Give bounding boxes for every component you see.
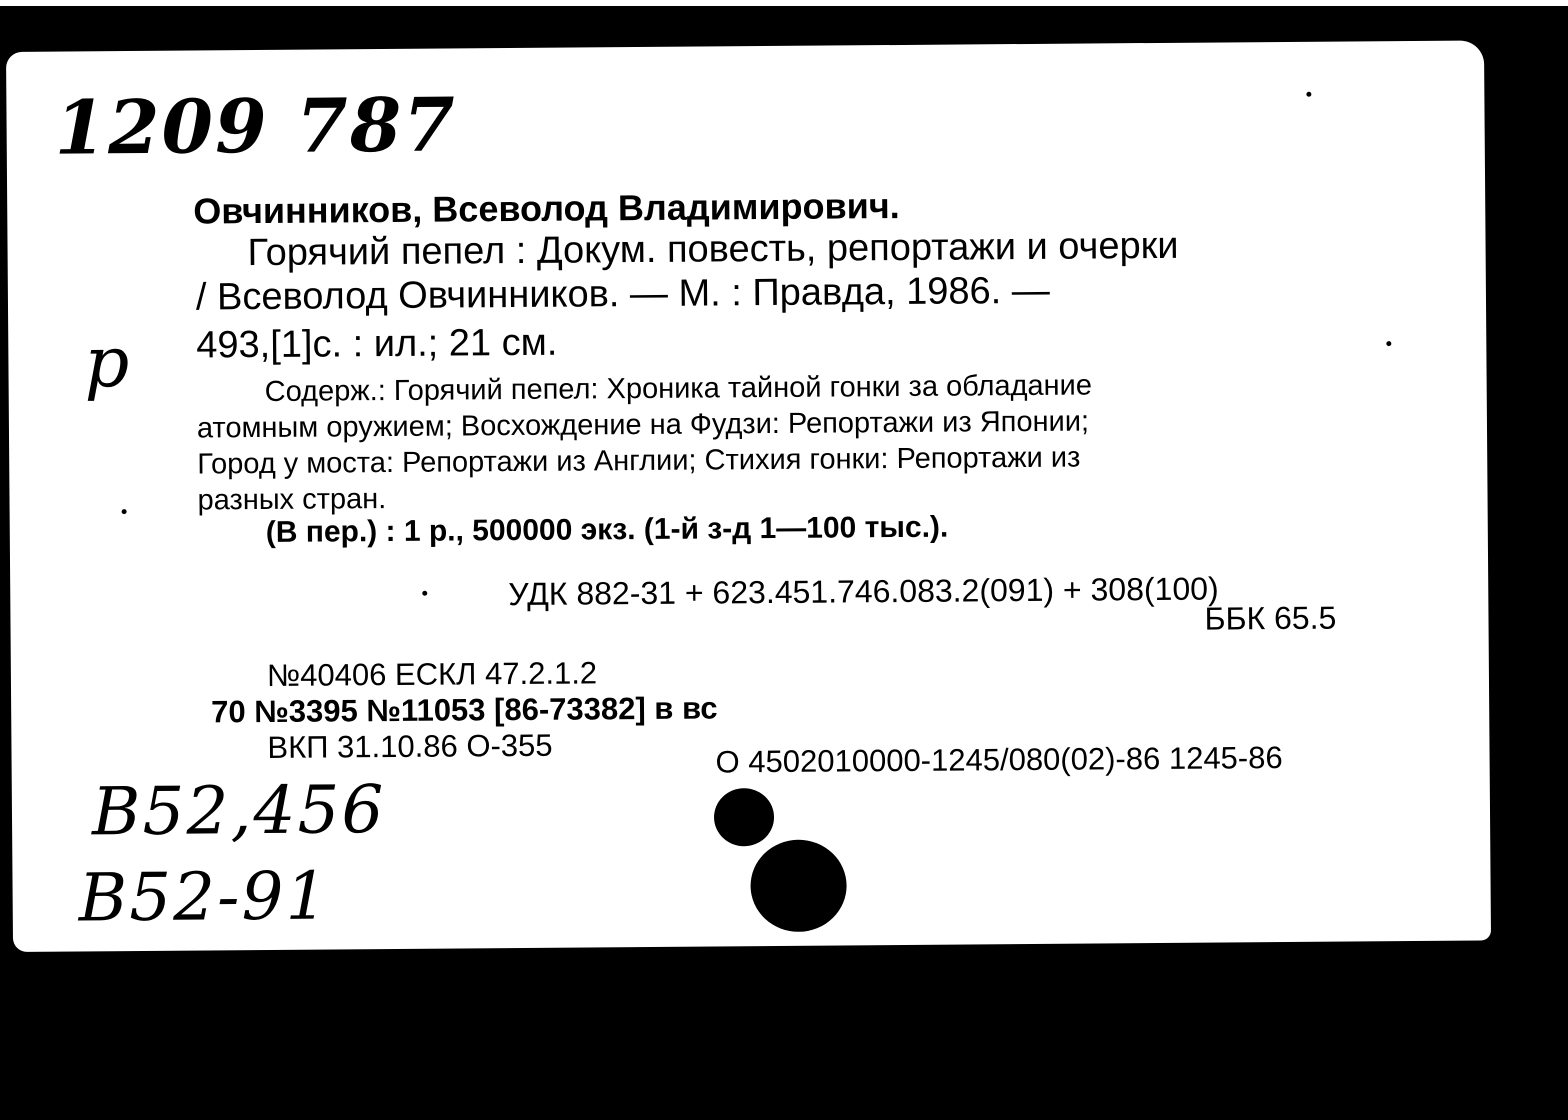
title-line-3: 493,[1]с. : ил.; 21 см. — [196, 321, 558, 367]
price-and-print-run: (В пер.) : 1 р., 500000 экз. (1-й з-д 1—100 тыс.). — [265, 510, 949, 549]
handwritten-inventory-number: 1209 787 — [54, 82, 458, 172]
udk-classification: УДК 882-31 + 623.451.746.083.2(091) + 308(100) — [508, 570, 1219, 613]
ink-speck — [1306, 92, 1311, 97]
card-number-line-1: №40406 ЕСКЛ 47.2.1.2 — [266, 655, 598, 693]
handwritten-shelf-mark-1: B52,456 — [91, 771, 386, 851]
punch-hole-small — [714, 788, 774, 846]
contents-line-3: Город у моста: Репортажи из Англии; Стихия гонки: Репортажи из — [197, 441, 1081, 481]
card-number-line-2: 70 №3395 №11053 [86-73382] в вс — [211, 690, 718, 730]
contents-line-1: Содерж.: Горячий пепел: Хроника тайной гонки за обладание — [264, 369, 1093, 408]
contents-line-2: атомным оружием; Восхождение на Фудзи: Репортажи из Японии; — [196, 405, 1090, 445]
punch-hole-large — [750, 839, 847, 932]
contents-line-4: разных стран. — [197, 483, 387, 517]
scan-top-edge — [0, 0, 1568, 6]
bbk-classification: ББК 65.5 — [1204, 599, 1337, 637]
publisher-code: О 4502010000-1245/080(02)-86 1245-86 — [715, 739, 1283, 780]
title-line-2: / Всеволод Овчинников. — М. : Правда, 1986. — — [195, 269, 1050, 319]
ink-speck — [122, 509, 127, 514]
handwritten-margin-mark: р — [84, 321, 132, 404]
ink-speck — [422, 591, 427, 596]
ink-speck — [1386, 341, 1391, 346]
title-line-1: Горячий пепел : Докум. повесть, репортажи и очерки — [247, 224, 1179, 275]
catalog-card — [6, 40, 1491, 952]
handwritten-shelf-mark-2: B52-91 — [78, 857, 330, 937]
card-number-line-3: ВКП 31.10.86 О-355 — [267, 727, 553, 765]
author-heading: Овчинников, Всеволод Владимирович. — [193, 184, 900, 232]
